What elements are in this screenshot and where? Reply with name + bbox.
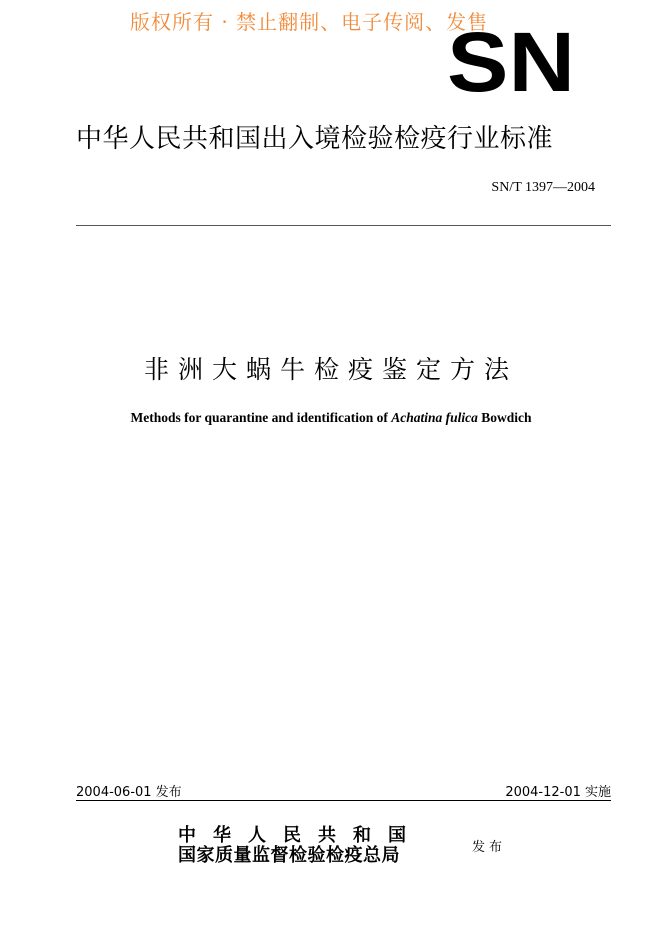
sn-logo	[446, 28, 576, 96]
footer-divider	[76, 800, 611, 801]
copyright-watermark: 版权所有 · 禁止翻制、电子传阅、发售	[130, 10, 489, 34]
species-name: Achatina fulica	[391, 410, 478, 425]
logo-text: SN	[447, 28, 575, 96]
title-en-prefix: Methods for quarantine and identification of	[130, 410, 392, 425]
document-title-en	[0, 410, 662, 426]
title-en-suffix: Bowdich	[477, 410, 532, 425]
standard-code: SN/T 1397—2004	[491, 180, 595, 195]
document-title-cn: 非洲大蜗牛检疫鉴定方法	[143, 355, 518, 384]
publisher-country: 中华人民共和国	[178, 825, 423, 846]
header-divider	[76, 225, 611, 226]
standard-category-title: 中华人民共和国出入境检验检疫行业标准	[76, 124, 554, 154]
publisher-block	[178, 826, 423, 866]
issue-date: 2004-06-01 发布	[76, 785, 182, 800]
implementation-date: 2004-12-01 实施	[505, 785, 611, 800]
publish-label: 发布	[472, 840, 507, 855]
publisher-agency: 国家质量监督检验检疫总局	[178, 845, 400, 866]
